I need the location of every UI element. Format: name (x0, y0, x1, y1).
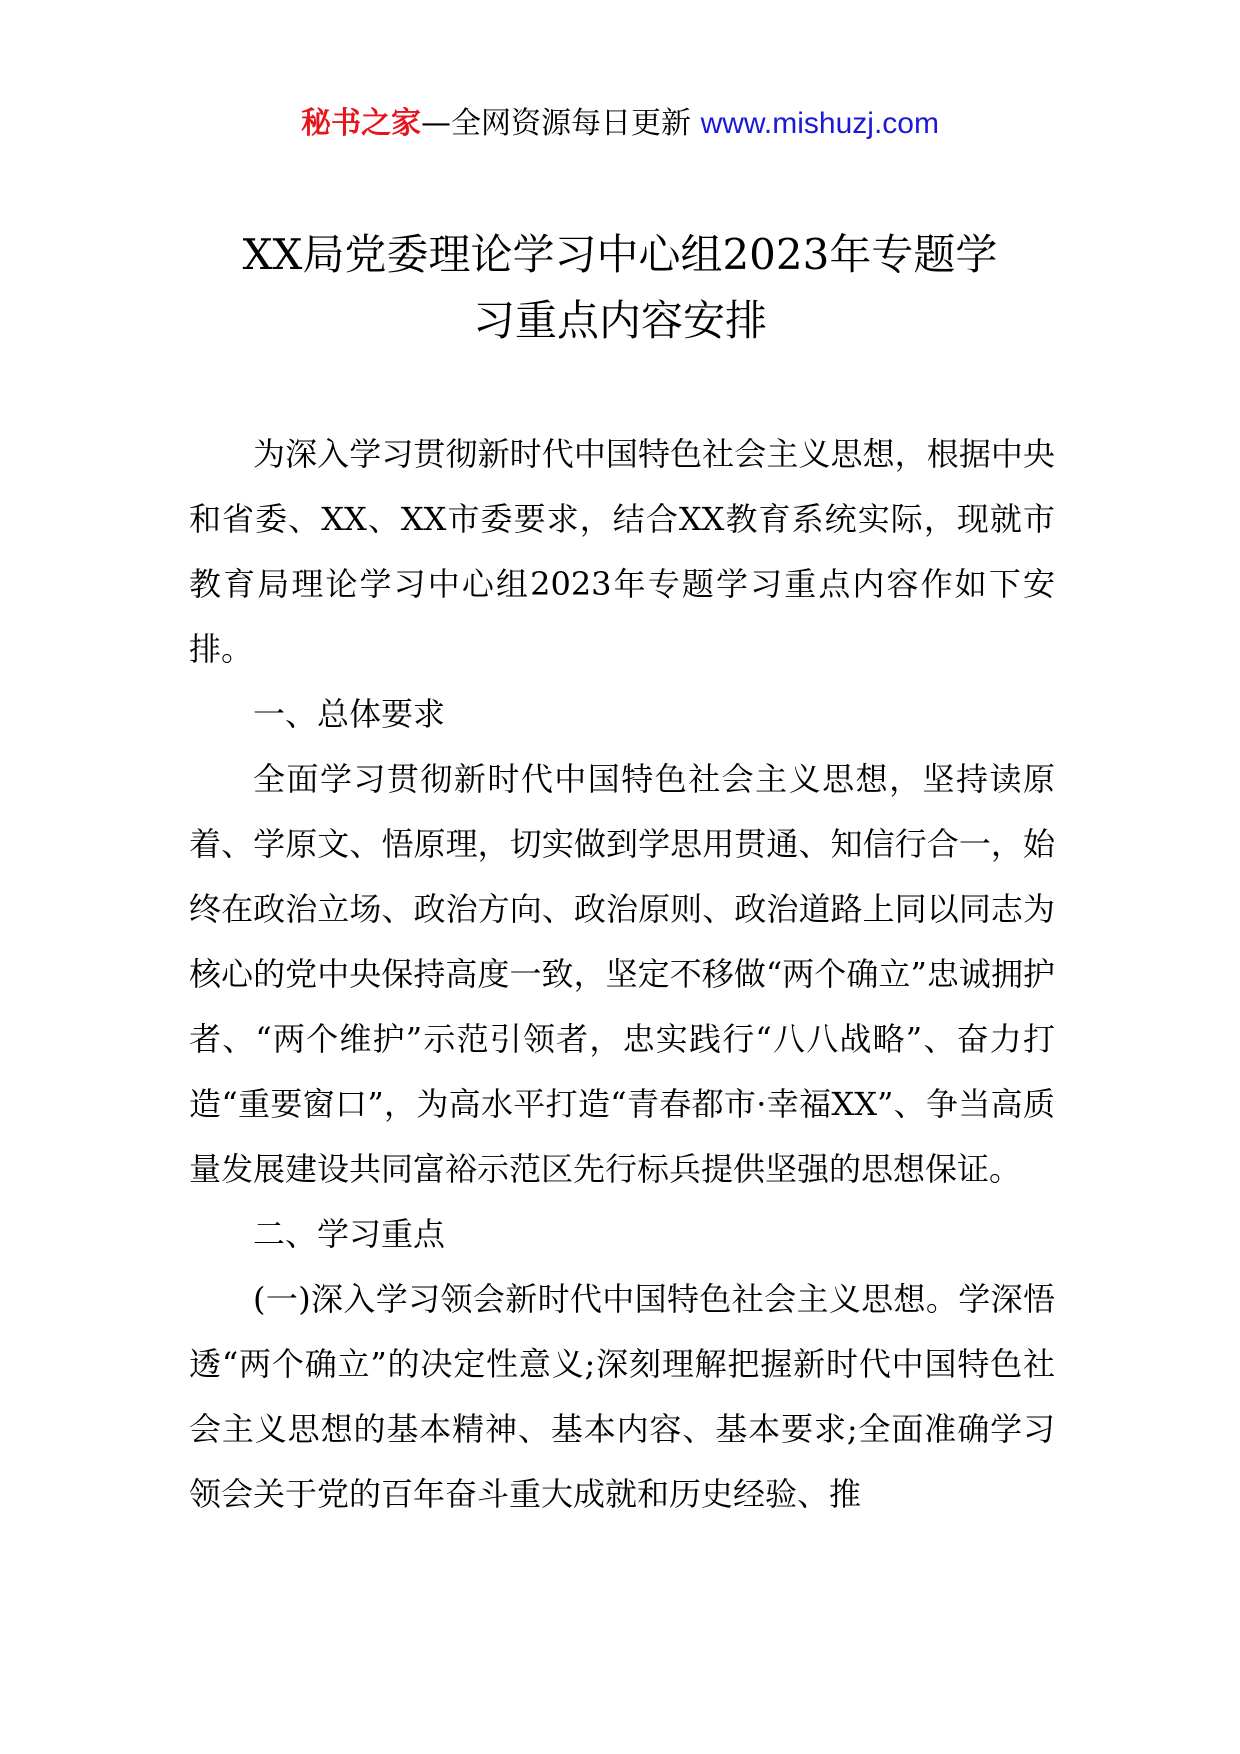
site-url[interactable]: www.mishuzj.com (700, 107, 939, 140)
section-heading-1: 一、总体要求 (253, 695, 446, 733)
body-paragraph: (一)深入学习领会新时代中国特色社会主义思想。学深悟透“两个确立”的决定性意义;深刻理解把握新时代中国特色社会主义思想的基本精神、基本内容、基本要求;全面准确学习领会关于党的百年奋斗重大成就和历史经验、推 (189, 1280, 1055, 1513)
document-title (170, 222, 1070, 354)
document-body (189, 422, 1055, 1527)
intro-paragraph: 为深入学习贯彻新时代中国特色社会主义思想，根据中央和省委、XX、XX市委要求，结合XX教育系统实际，现就市教育局理论学习中心组2023年专题学习重点内容作如下安排。 (189, 435, 1055, 668)
site-header (0, 100, 1240, 148)
body-paragraph: 全面学习贯彻新时代中国特色社会主义思想，坚持读原着、学原文、悟原理，切实做到学思用贯通、知信行合一，始终在政治立场、政治方向、政治原则、政治道路上同以同志为核心的党中央保持高度一致，坚定不移做“两个确立”忠诚拥护者、“两个维护”示范引领者，忠实践行“八八战略”、奋力打造“重要窗口”，为高水平打造“青春都市·幸福XX”、争当高质量发展建设共同富裕示范区先行标兵提供坚强的思想保证。 (189, 760, 1055, 1188)
section-heading-2: 二、学习重点 (253, 1215, 446, 1253)
site-brand: 秘书之家 (301, 106, 422, 141)
title-line-1: XX局党委理论学习中心组2023年专题学 (242, 230, 998, 279)
title-line-2: 习重点内容安排 (472, 296, 767, 345)
site-slogan: —全网资源每日更新 (421, 106, 701, 141)
